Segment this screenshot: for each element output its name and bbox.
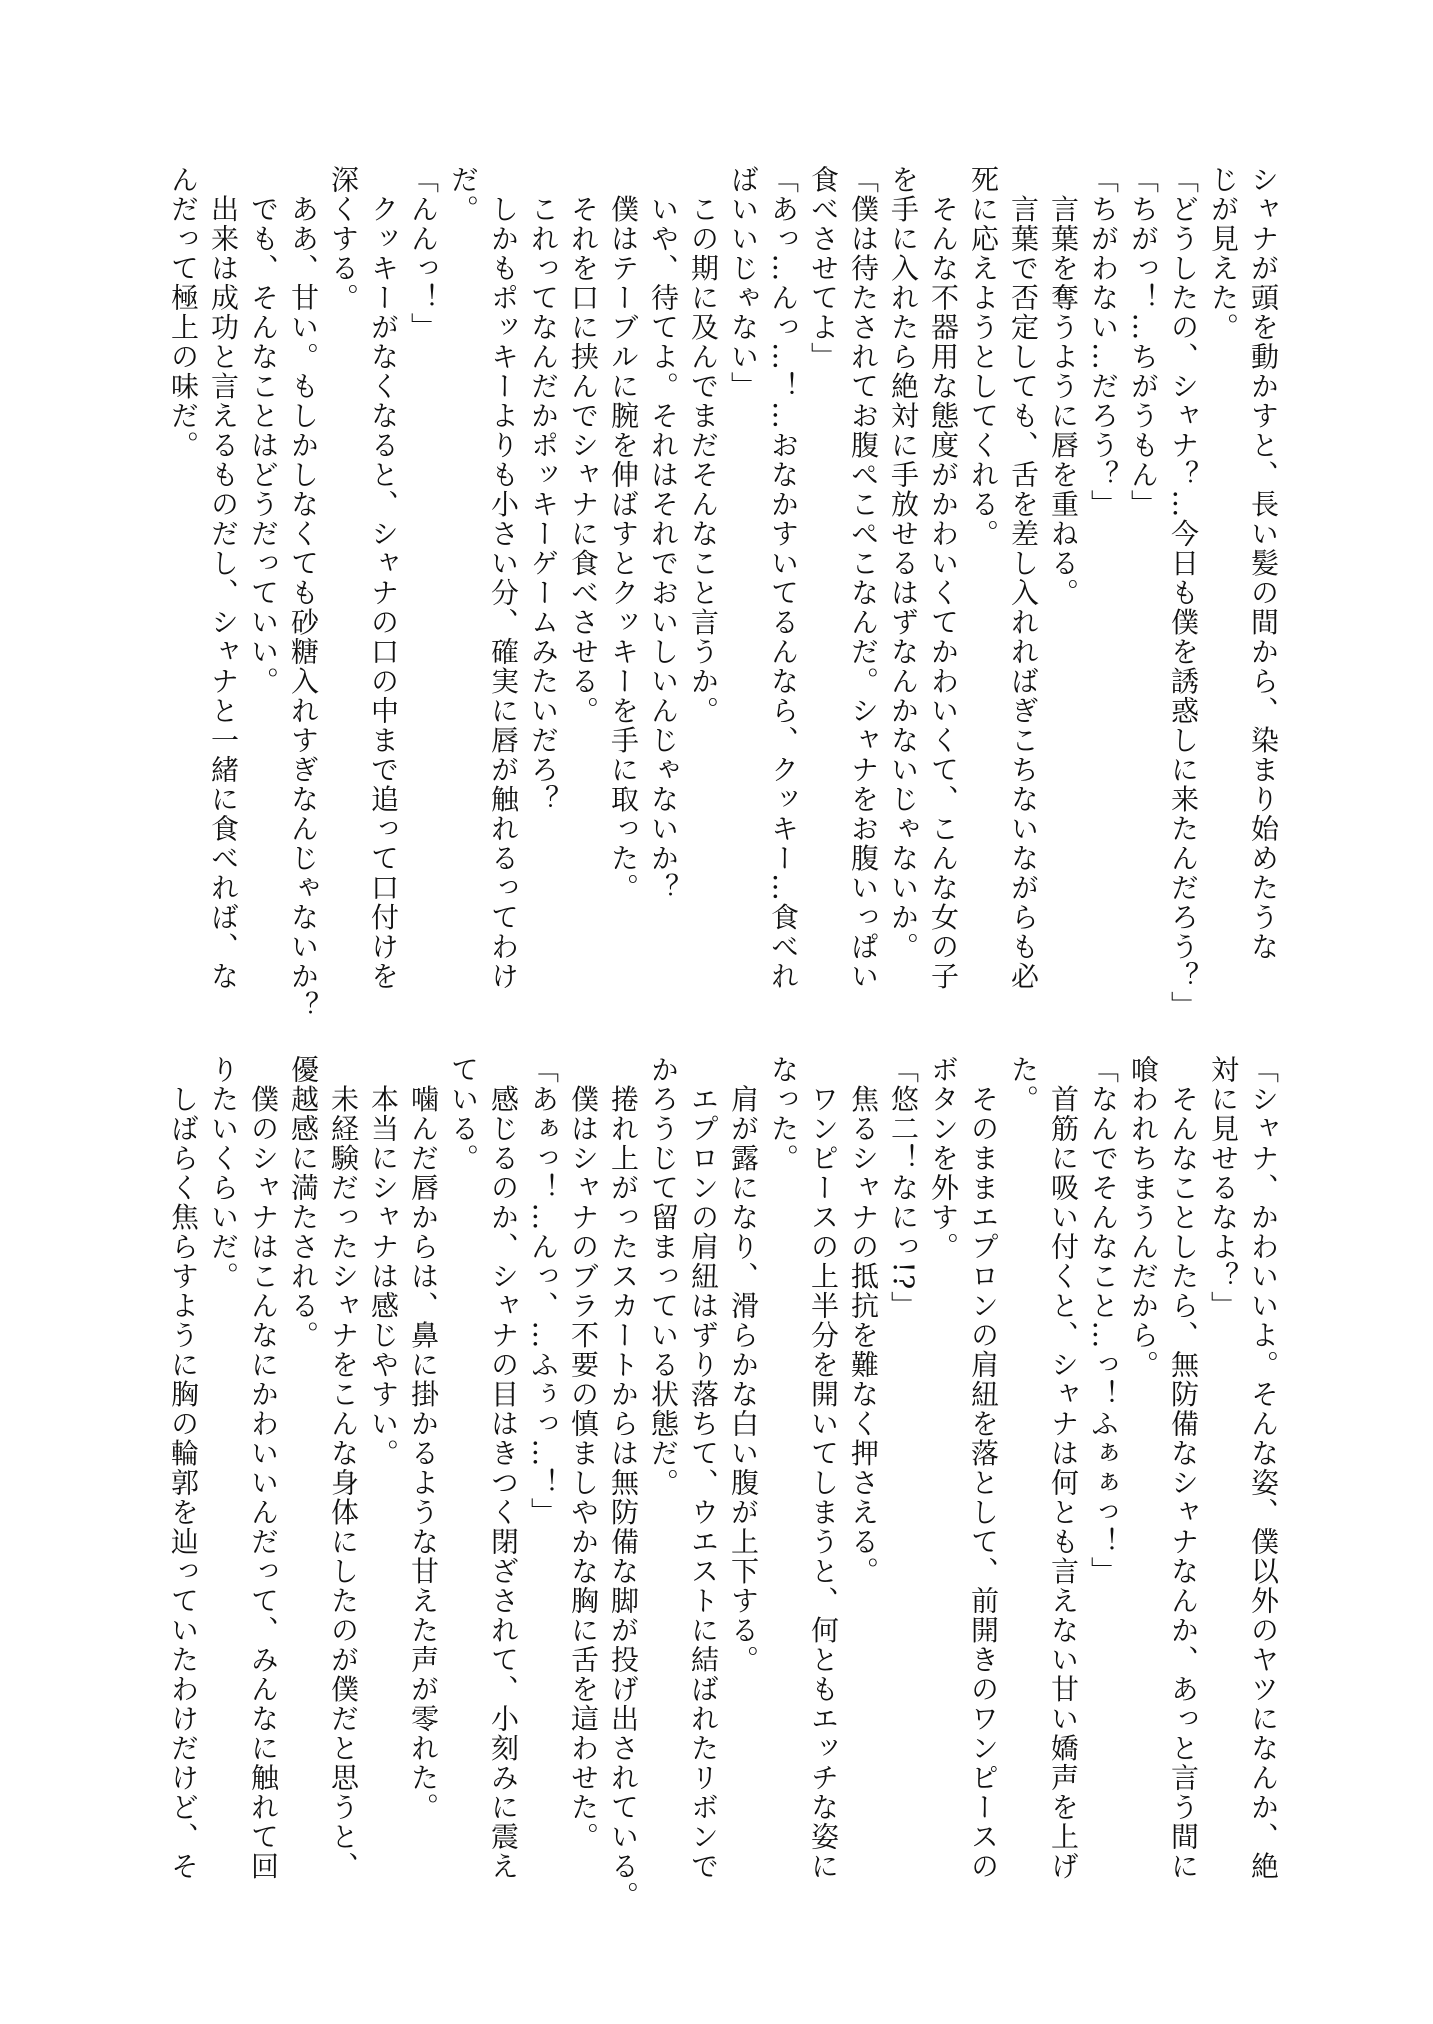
text-line: いや、待てよ。それはそれでおいしいんじゃないか？ bbox=[647, 165, 680, 903]
text-line: じが見えた。 bbox=[1207, 165, 1240, 342]
text-line: それを口に挟んでシャナに食べさせる。 bbox=[567, 165, 600, 726]
text-line: ボタンを外す。 bbox=[927, 1055, 960, 1262]
text-line: 「シャナ、かわいいよ。そんな姿、僕以外のヤツになんか、絶 bbox=[1247, 1055, 1280, 1881]
text-line: 本当にシャナは感じやすい。 bbox=[367, 1055, 400, 1468]
text-line: 食べさせてよ」 bbox=[807, 165, 840, 372]
text-line: 「ちがっ！…ちがうもん」 bbox=[1127, 165, 1160, 519]
text-line: 僕はシャナのブラ不要の慎ましやかな胸に舌を這わせた。 bbox=[567, 1055, 600, 1852]
text-line: でも、そんなことはどうだっていい。 bbox=[247, 165, 280, 696]
text-line: 言葉を奪うように唇を重ねる。 bbox=[1047, 165, 1080, 608]
text-line: そんなことしたら、無防備なシャナなんか、あっと言う間に bbox=[1167, 1055, 1200, 1881]
text-line: この期に及んでまだそんなこと言うか。 bbox=[687, 165, 720, 726]
text-line: しかもポッキーよりも小さい分、確実に唇が触れるってわけ bbox=[487, 165, 520, 991]
text-line: 焦るシャナの抵抗を難なく押さえる。 bbox=[847, 1055, 880, 1586]
text-block-top bbox=[163, 165, 1283, 1021]
text-line: 「なんでそんなこと…っ！ふぁぁっ！」 bbox=[1087, 1055, 1120, 1586]
text-line: 対に見せるなよ？」 bbox=[1207, 1055, 1240, 1321]
text-line: ばいいじゃない」 bbox=[727, 165, 760, 401]
text-line: を手に入れたら絶対に手放せるはずなんかないじゃないか。 bbox=[887, 165, 920, 962]
text-line: 「悠二！なにっ!?」 bbox=[887, 1055, 920, 1321]
text-line: クッキーがなくなると、シャナの口の中まで追って口付けを bbox=[367, 165, 400, 991]
text-line: 「ちがわない…だろう？」 bbox=[1087, 165, 1120, 519]
text-line: エプロンの肩紐はずり落ちて、ウエストに結ばれたリボンで bbox=[687, 1055, 720, 1881]
text-line: そのままエプロンの肩紐を落として、前開きのワンピースの bbox=[967, 1055, 1000, 1881]
text-line: 感じるのか、シャナの目はきつく閉ざされて、小刻みに震え bbox=[487, 1055, 520, 1881]
text-line: ワンピースの上半分を開いてしまうと、何ともエッチな姿に bbox=[807, 1055, 840, 1881]
text-line: 喰われちまうんだから。 bbox=[1127, 1055, 1160, 1380]
text-line: だ。 bbox=[447, 165, 480, 224]
text-line: 未経験だったシャナをこんな身体にしたのが僕だと思うと、 bbox=[327, 1055, 360, 1881]
text-line: ああ、甘い。もしかしなくても砂糖入れすぎなんじゃないか？ bbox=[287, 165, 320, 1021]
text-block-bottom bbox=[163, 1055, 1283, 1911]
text-line: 出来は成功と言えるものだし、シャナと一緒に食べれば、な bbox=[207, 165, 240, 991]
text-line: しばらく焦らすように胸の輪郭を辿っていたわけだけど、そ bbox=[167, 1055, 200, 1881]
text-line: 噛んだ唇からは、鼻に掛かるような甘えた声が零れた。 bbox=[407, 1055, 440, 1822]
text-line: 僕のシャナはこんなにかわいいんだって、みんなに触れて回 bbox=[247, 1055, 280, 1881]
text-line: シャナが頭を動かすと、長い髪の間から、染まり始めたうな bbox=[1247, 165, 1280, 962]
text-line: 深くする。 bbox=[327, 165, 360, 313]
text-line: 捲れ上がったスカートからは無防備な脚が投げ出されている。 bbox=[607, 1055, 640, 1911]
text-line: 優越感に満たされる。 bbox=[287, 1055, 320, 1350]
text-line: 肩が露になり、滑らかな白い腹が上下する。 bbox=[727, 1055, 760, 1675]
text-line: りたいくらいだ。 bbox=[207, 1055, 240, 1291]
text-line: ている。 bbox=[447, 1055, 480, 1173]
text-line: た。 bbox=[1007, 1055, 1040, 1114]
text-line: 言葉で否定しても、舌を差し入れればぎこちないながらも必 bbox=[1007, 165, 1040, 991]
text-line: 死に応えようとしてくれる。 bbox=[967, 165, 1000, 549]
text-line: これってなんだかポッキーゲームみたいだろ？ bbox=[527, 165, 560, 814]
text-line: 「どうしたの、シャナ？…今日も僕を誘惑しに来たんだろう？」 bbox=[1167, 165, 1200, 1021]
text-line: 「僕は待たされてお腹ぺこぺこなんだ。シャナをお腹いっぱい bbox=[847, 165, 880, 991]
text-line: 「あっ…んっ…！…おなかすいてるんなら、クッキー…食べれ bbox=[767, 165, 800, 991]
text-line: かろうじて留まっている状態だ。 bbox=[647, 1055, 680, 1498]
text-line: 首筋に吸い付くと、シャナは何とも言えない甘い嬌声を上げ bbox=[1047, 1055, 1080, 1881]
text-line: んだって極上の味だ。 bbox=[167, 165, 200, 460]
text-line: そんな不器用な態度がかわいくてかわいくて、こんな女の子 bbox=[927, 165, 960, 991]
text-line: 「んんっ！」 bbox=[407, 165, 440, 342]
text-line: なった。 bbox=[767, 1055, 800, 1173]
text-line: 「あぁっ！…んっ、…ふぅっ…！」 bbox=[527, 1055, 560, 1527]
text-line: 僕はテーブルに腕を伸ばすとクッキーを手に取った。 bbox=[607, 165, 640, 903]
